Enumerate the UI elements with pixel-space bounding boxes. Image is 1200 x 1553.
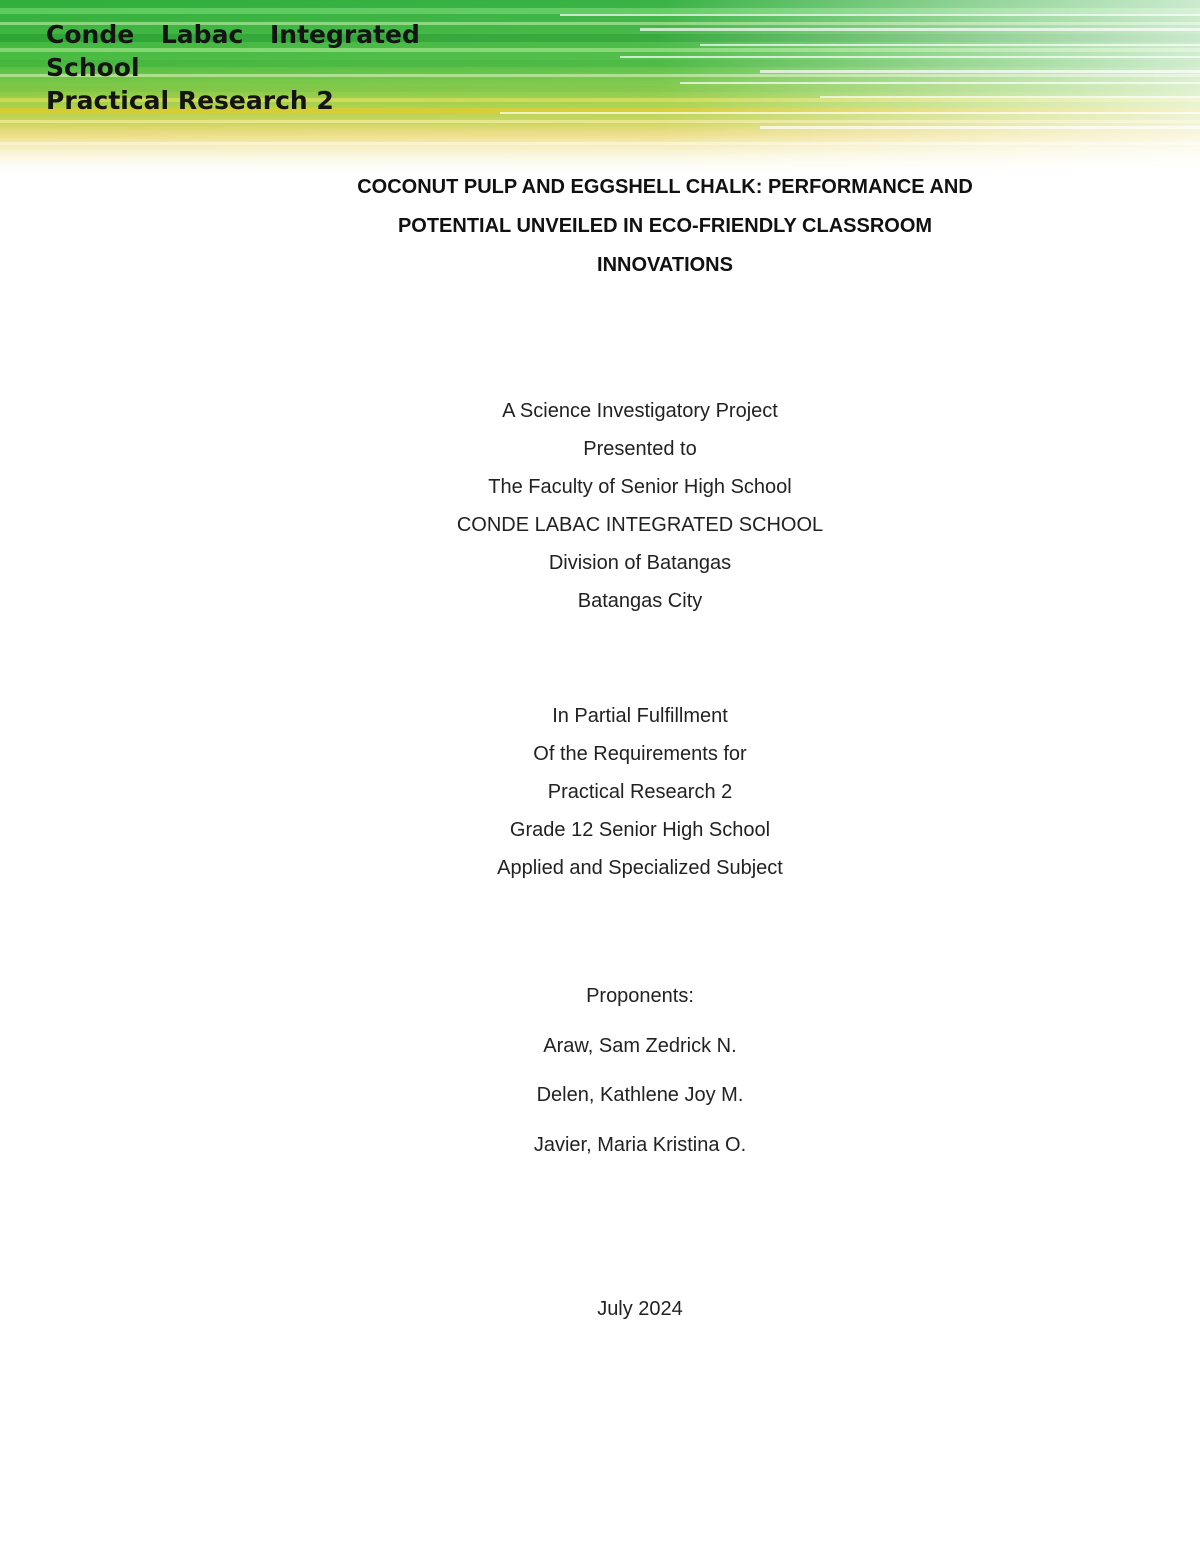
header-banner (0, 0, 1200, 176)
title-line: INNOVATIONS (597, 254, 733, 276)
fulfillment-line: In Partial Fulfillment (552, 705, 728, 727)
presentation-line: The Faculty of Senior High School (488, 476, 792, 498)
clipped-header-line (46, 84, 334, 115)
presentation-line: Presented to (583, 438, 697, 460)
school-name: Conde Labac Integrated School (46, 20, 420, 82)
fulfillment-line: Practical Research 2 (547, 781, 733, 803)
fulfillment-line: Of the Requirements for (533, 743, 747, 765)
presentation-block (340, 392, 940, 620)
title-line: COCONUT PULP AND EGGSHELL CHALK: PERFORMANCE AND (357, 176, 973, 198)
clipped-header-text: Practical Research 2 (46, 86, 334, 115)
proponents-block (340, 972, 940, 1170)
fulfillment-line: Applied and Specialized Subject (497, 857, 783, 879)
presentation-line: A Science Investigatory Project (502, 400, 778, 422)
proponents-heading: Proponents: (586, 985, 694, 1007)
title-line: POTENTIAL UNVEILED IN ECO-FRIENDLY CLASSROOM (397, 215, 933, 237)
document-title (290, 168, 1040, 285)
presentation-line: Division of Batangas (548, 552, 732, 574)
submission-date: July 2024 (597, 1298, 683, 1320)
fulfillment-block (340, 697, 940, 887)
proponent-name: Araw, Sam Zedrick N. (543, 1034, 737, 1057)
proponent-name: Javier, Maria Kristina O. (533, 1133, 747, 1156)
proponent-name: Delen, Kathlene Joy M. (536, 1084, 744, 1106)
fulfillment-line: Grade 12 Senior High School (509, 819, 771, 841)
presentation-line: CONDE LABAC INTEGRATED SCHOOL (456, 514, 824, 536)
presentation-line: Batangas City (577, 590, 703, 612)
